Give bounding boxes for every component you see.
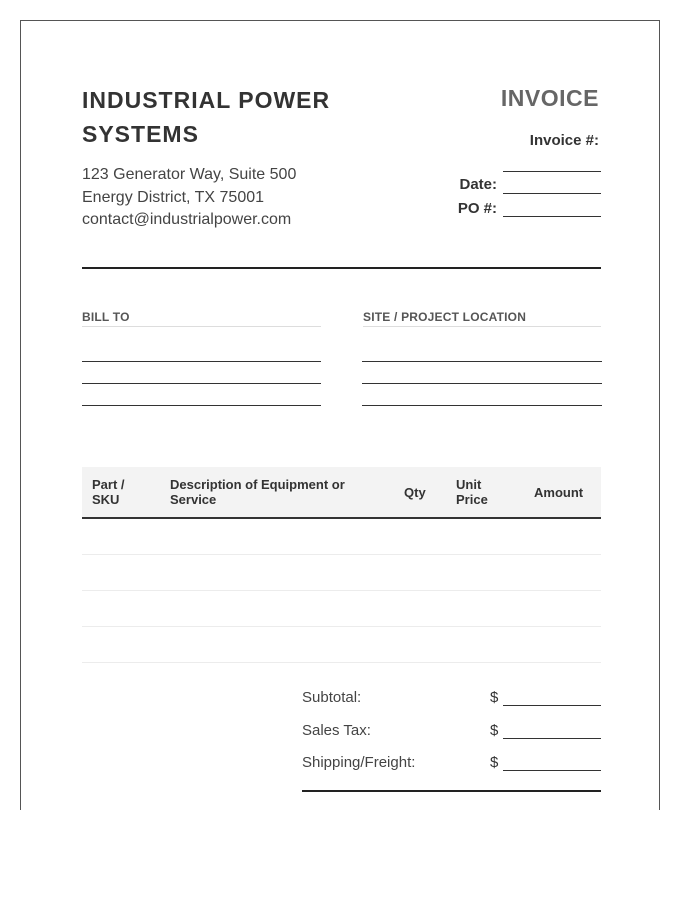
shipping-label: Shipping/Freight:: [302, 754, 416, 771]
invoice-number-field[interactable]: [503, 171, 601, 172]
column-header-qty: Qty: [404, 485, 426, 500]
column-header-description: Description of Equipment or Service: [170, 477, 345, 507]
company-address-line2: Energy District, TX 75001: [82, 189, 265, 206]
table-row[interactable]: [82, 554, 601, 555]
site-location-line-1[interactable]: [362, 361, 602, 362]
date-label: Date:: [459, 176, 497, 193]
items-table-header: [82, 467, 601, 519]
column-header-unit-price: Unit Price: [456, 477, 488, 507]
sales-tax-label: Sales Tax:: [302, 722, 371, 739]
bill-to-line-1[interactable]: [82, 361, 321, 362]
po-label: PO #:: [457, 200, 497, 217]
column-header-part-sku: Part / SKU: [92, 477, 125, 507]
table-row[interactable]: [82, 626, 601, 627]
shipping-currency: $: [490, 754, 499, 771]
company-address-line1: 123 Generator Way, Suite 500: [82, 166, 297, 183]
site-location-line-3[interactable]: [362, 405, 602, 406]
table-row[interactable]: [82, 590, 601, 591]
shipping-field[interactable]: [503, 770, 601, 771]
invoice-title: INVOICE: [500, 85, 599, 111]
bill-to-line-2[interactable]: [82, 383, 321, 384]
invoice-sheet: [20, 20, 660, 810]
header-divider: [82, 267, 601, 269]
subtotal-field[interactable]: [503, 705, 601, 706]
bill-to-label: BILL TO: [82, 310, 321, 327]
column-header-amount: Amount: [534, 485, 584, 500]
po-field[interactable]: [503, 216, 601, 217]
company-name-line2: SYSTEMS: [82, 121, 199, 147]
totals-divider: [302, 790, 601, 792]
sales-tax-field[interactable]: [503, 738, 601, 739]
company-email: contact@industrialpower.com: [82, 211, 292, 228]
date-field[interactable]: [503, 193, 601, 194]
site-location-line-2[interactable]: [362, 383, 602, 384]
bill-to-line-3[interactable]: [82, 405, 321, 406]
sales-tax-currency: $: [490, 722, 499, 739]
company-name-line1: INDUSTRIAL POWER: [82, 87, 331, 113]
company-name: [82, 83, 382, 151]
site-location-label: SITE / PROJECT LOCATION: [363, 310, 601, 327]
invoice-number-label: Invoice #:: [529, 132, 599, 149]
table-row[interactable]: [82, 662, 601, 663]
subtotal-label: Subtotal:: [302, 689, 362, 706]
subtotal-currency: $: [490, 689, 499, 706]
